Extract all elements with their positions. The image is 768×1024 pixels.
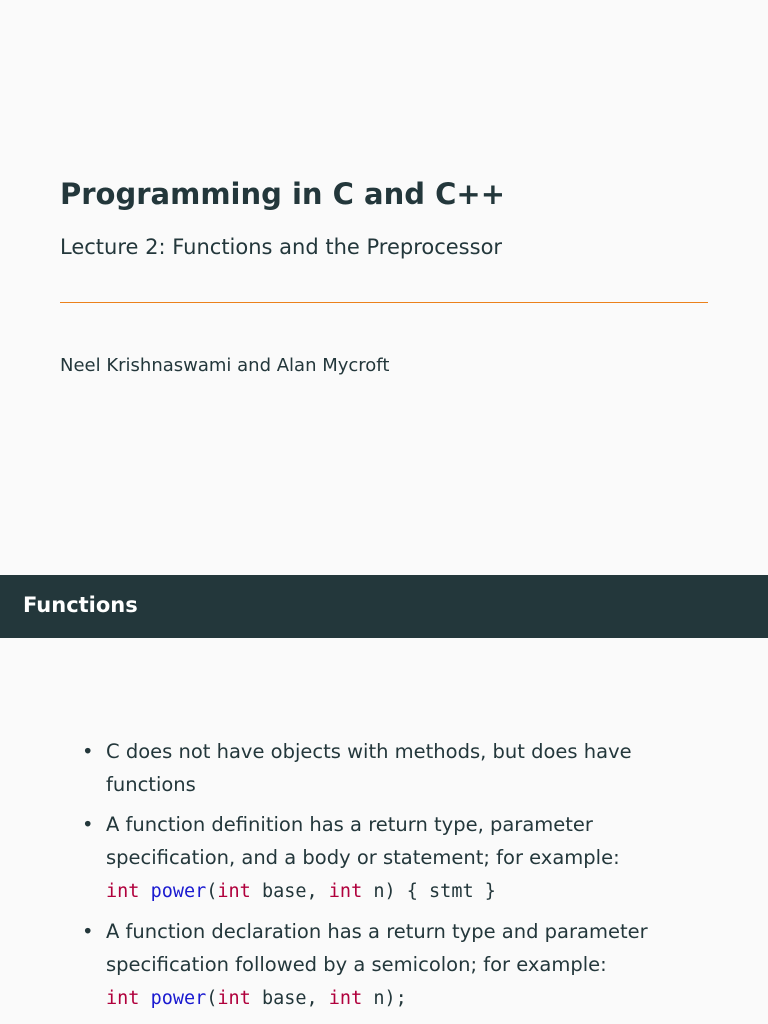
code-text: ( [206, 881, 218, 902]
bullet-text: A function declaration has a return type and parameter specification followed by a semicolon; for example: [106, 920, 648, 976]
authors: Neel Krishnaswami and Alan Mycroft [60, 355, 390, 376]
bullet-text: C does not have objects with methods, but does have functions [106, 740, 632, 796]
code-snippet [106, 988, 407, 1009]
presentation-title: Programming in C and C++ [60, 177, 505, 211]
code-function-name: power [150, 988, 207, 1009]
code-text: base, [250, 881, 329, 902]
title-divider [60, 302, 708, 303]
code-text [139, 881, 150, 902]
code-keyword: int [328, 881, 363, 902]
frame-title-bar [0, 575, 768, 638]
code-text [139, 988, 150, 1009]
presentation-subtitle: Lecture 2: Functions and the Preprocessor [60, 235, 503, 259]
code-function-name: power [150, 881, 207, 902]
code-text: ( [206, 988, 218, 1009]
bullet-text: A function definition has a return type, parameter specification, and a body or statement; for example: [106, 813, 620, 869]
code-snippet [106, 881, 496, 902]
code-keyword: int [106, 988, 140, 1009]
code-keyword: int [217, 988, 251, 1009]
bullet-icon: • [82, 740, 94, 763]
bullet-icon: • [82, 920, 94, 943]
list-item [82, 735, 702, 801]
frame-title: Functions [23, 593, 138, 617]
list-item [82, 808, 702, 908]
bullet-list [82, 735, 702, 1022]
code-text: n); [362, 988, 407, 1009]
bullet-icon: • [82, 813, 94, 836]
code-text: base, [250, 988, 329, 1009]
code-text: n) { stmt } [362, 881, 496, 902]
list-item [82, 915, 702, 1015]
code-keyword: int [328, 988, 363, 1009]
code-keyword: int [217, 881, 251, 902]
code-keyword: int [106, 881, 140, 902]
